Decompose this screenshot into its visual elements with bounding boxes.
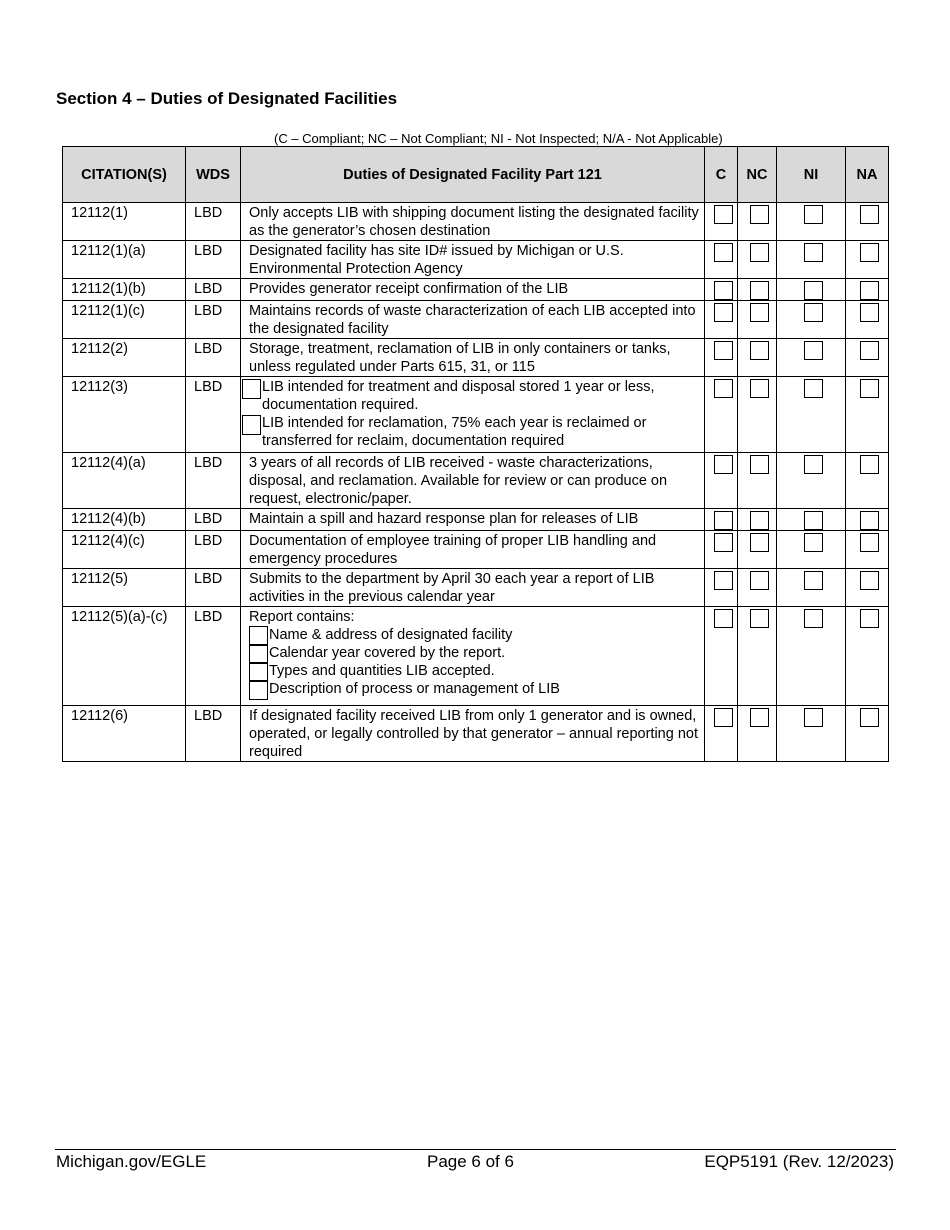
nc-cell xyxy=(738,509,777,531)
table-row xyxy=(63,301,889,339)
wds-cell: LBD xyxy=(186,453,241,509)
ni-checkbox[interactable] xyxy=(804,708,823,727)
duty-option xyxy=(242,414,700,450)
c-checkbox[interactable] xyxy=(714,511,733,530)
c-cell xyxy=(705,339,738,377)
ni-cell xyxy=(777,706,846,762)
duty-cell xyxy=(241,377,705,453)
ni-checkbox[interactable] xyxy=(804,341,823,360)
table-row xyxy=(63,203,889,241)
ni-cell xyxy=(777,279,846,301)
report-item-text: Name & address of designated facility xyxy=(269,627,513,643)
duty-cell xyxy=(241,301,705,339)
duty-cell xyxy=(241,569,705,607)
c-cell xyxy=(705,301,738,339)
ni-cell xyxy=(777,607,846,706)
nc-checkbox[interactable] xyxy=(750,533,769,552)
header-ni: NI xyxy=(777,147,846,203)
nc-cell xyxy=(738,453,777,509)
report-item-checkbox[interactable] xyxy=(249,644,268,664)
nc-checkbox[interactable] xyxy=(750,511,769,530)
report-item-checkbox[interactable] xyxy=(249,626,268,646)
c-checkbox[interactable] xyxy=(714,243,733,262)
nc-cell xyxy=(738,301,777,339)
ni-cell xyxy=(777,377,846,453)
citation-cell: 12112(1) xyxy=(63,203,186,241)
nc-checkbox[interactable] xyxy=(750,455,769,474)
c-checkbox[interactable] xyxy=(714,379,733,398)
nc-checkbox[interactable] xyxy=(750,609,769,628)
citation-cell: 12112(1)(b) xyxy=(63,279,186,301)
option-checkbox[interactable] xyxy=(242,415,261,435)
citation-cell: 12112(6) xyxy=(63,706,186,762)
c-cell xyxy=(705,569,738,607)
c-cell xyxy=(705,706,738,762)
nc-cell xyxy=(738,569,777,607)
c-cell xyxy=(705,509,738,531)
ni-checkbox[interactable] xyxy=(804,571,823,590)
nc-checkbox[interactable] xyxy=(750,571,769,590)
na-checkbox[interactable] xyxy=(860,708,879,727)
na-cell xyxy=(846,509,889,531)
wds-cell: LBD xyxy=(186,339,241,377)
duty-cell xyxy=(241,706,705,762)
nc-checkbox[interactable] xyxy=(750,205,769,224)
wds-cell: LBD xyxy=(186,509,241,531)
duty-cell xyxy=(241,509,705,531)
na-checkbox[interactable] xyxy=(860,379,879,398)
table-row xyxy=(63,569,889,607)
nc-cell xyxy=(738,531,777,569)
na-checkbox[interactable] xyxy=(860,303,879,322)
na-cell xyxy=(846,607,889,706)
duty-cell xyxy=(241,453,705,509)
duty-text: 3 years of all records of LIB received - waste characterizations, disposal, and reclamation. Available for review or can produce on request, electronic/paper. xyxy=(249,455,668,507)
nc-checkbox[interactable] xyxy=(750,243,769,262)
wds-cell: LBD xyxy=(186,301,241,339)
ni-cell xyxy=(777,301,846,339)
nc-checkbox[interactable] xyxy=(750,281,769,300)
c-cell xyxy=(705,531,738,569)
header-wds: WDS xyxy=(186,147,241,203)
ni-cell xyxy=(777,203,846,241)
nc-checkbox[interactable] xyxy=(750,341,769,360)
wds-cell: LBD xyxy=(186,241,241,279)
citation-cell: 12112(4)(b) xyxy=(63,509,186,531)
nc-checkbox[interactable] xyxy=(750,379,769,398)
wds-cell: LBD xyxy=(186,706,241,762)
na-checkbox[interactable] xyxy=(860,511,879,530)
duty-cell xyxy=(241,531,705,569)
duty-text: Submits to the department by April 30 each year a report of LIB activities in the previous calendar year xyxy=(249,571,655,605)
option-checkbox[interactable] xyxy=(242,379,261,399)
duty-option xyxy=(242,378,700,414)
nc-checkbox[interactable] xyxy=(750,708,769,727)
c-cell xyxy=(705,203,738,241)
duty-text: Maintain a spill and hazard response plan for releases of LIB xyxy=(249,511,639,527)
nc-cell xyxy=(738,339,777,377)
wds-cell: LBD xyxy=(186,279,241,301)
header-citation: CITATION(S) xyxy=(63,147,186,203)
ni-cell xyxy=(777,531,846,569)
ni-checkbox[interactable] xyxy=(804,281,823,300)
citation-cell: 12112(5) xyxy=(63,569,186,607)
ni-checkbox[interactable] xyxy=(804,609,823,628)
option-text: LIB intended for treatment and disposal stored 1 year or less, documentation required. xyxy=(262,379,655,413)
duty-cell xyxy=(241,607,705,706)
footer-website: Michigan.gov/EGLE xyxy=(56,1152,207,1171)
na-checkbox[interactable] xyxy=(860,571,879,590)
duty-text: If designated facility received LIB from only 1 generator and is owned, operated, or legally controlled by that generator – annual reporting not required xyxy=(249,708,698,760)
citation-cell: 12112(5)(a)-(c) xyxy=(63,607,186,706)
duty-cell xyxy=(241,339,705,377)
table-row xyxy=(63,279,889,301)
na-cell xyxy=(846,241,889,279)
na-checkbox[interactable] xyxy=(860,455,879,474)
nc-cell xyxy=(738,203,777,241)
c-cell xyxy=(705,607,738,706)
c-checkbox[interactable] xyxy=(714,205,733,224)
na-checkbox[interactable] xyxy=(860,281,879,300)
footer-divider xyxy=(55,1149,896,1150)
citation-cell: 12112(1)(c) xyxy=(63,301,186,339)
ni-checkbox[interactable] xyxy=(804,303,823,322)
table-row xyxy=(63,453,889,509)
c-checkbox[interactable] xyxy=(714,571,733,590)
c-checkbox[interactable] xyxy=(714,609,733,628)
report-item-text: Calendar year covered by the report. xyxy=(269,645,506,661)
ni-checkbox[interactable] xyxy=(804,511,823,530)
nc-cell xyxy=(738,706,777,762)
report-item xyxy=(249,644,700,662)
nc-checkbox[interactable] xyxy=(750,303,769,322)
table-row xyxy=(63,339,889,377)
report-item xyxy=(249,626,700,644)
c-checkbox[interactable] xyxy=(714,708,733,727)
nc-cell xyxy=(738,241,777,279)
ni-cell xyxy=(777,241,846,279)
footer-form-id: EQP5191 (Rev. 12/2023) xyxy=(704,1152,894,1171)
table-row xyxy=(63,706,889,762)
duty-text: Documentation of employee training of proper LIB handling and emergency procedures xyxy=(249,533,657,567)
nc-cell xyxy=(738,607,777,706)
na-cell xyxy=(846,377,889,453)
report-item-text: Description of process or management of LIB xyxy=(269,681,560,697)
ni-cell xyxy=(777,569,846,607)
nc-cell xyxy=(738,279,777,301)
wds-cell: LBD xyxy=(186,607,241,706)
header-na: NA xyxy=(846,147,889,203)
header-duty: Duties of Designated Facility Part 121 xyxy=(241,147,705,203)
wds-cell: LBD xyxy=(186,203,241,241)
na-cell xyxy=(846,279,889,301)
report-item-text: Types and quantities LIB accepted. xyxy=(269,663,495,679)
ni-checkbox[interactable] xyxy=(804,205,823,224)
duty-text: Provides generator receipt confirmation of the LIB xyxy=(249,281,569,297)
option-text: LIB intended for reclamation, 75% each year is reclaimed or transferred for reclaim, documentation required xyxy=(262,415,647,449)
report-item xyxy=(249,662,700,680)
citation-cell: 12112(3) xyxy=(63,377,186,453)
na-checkbox[interactable] xyxy=(860,341,879,360)
citation-cell: 12112(1)(a) xyxy=(63,241,186,279)
na-cell xyxy=(846,453,889,509)
wds-cell: LBD xyxy=(186,569,241,607)
c-checkbox[interactable] xyxy=(714,341,733,360)
c-cell xyxy=(705,279,738,301)
wds-cell: LBD xyxy=(186,377,241,453)
na-checkbox[interactable] xyxy=(860,609,879,628)
na-checkbox[interactable] xyxy=(860,243,879,262)
table-row xyxy=(63,531,889,569)
ni-checkbox[interactable] xyxy=(804,379,823,398)
na-cell xyxy=(846,531,889,569)
wds-cell: LBD xyxy=(186,531,241,569)
report-item-checkbox[interactable] xyxy=(249,662,268,682)
section-title: Section 4 – Duties of Designated Facilities xyxy=(56,89,398,108)
ni-cell xyxy=(777,509,846,531)
citation-cell: 12112(4)(a) xyxy=(63,453,186,509)
c-checkbox[interactable] xyxy=(714,281,733,300)
ni-cell xyxy=(777,339,846,377)
duty-cell xyxy=(241,279,705,301)
na-cell xyxy=(846,301,889,339)
c-cell xyxy=(705,453,738,509)
duty-text: Maintains records of waste characterization of each LIB accepted into the designated facility xyxy=(249,303,696,337)
report-item-checkbox[interactable] xyxy=(249,680,268,700)
na-cell xyxy=(846,203,889,241)
duty-cell xyxy=(241,203,705,241)
na-checkbox[interactable] xyxy=(860,205,879,224)
na-checkbox[interactable] xyxy=(860,533,879,552)
c-cell xyxy=(705,377,738,453)
ni-checkbox[interactable] xyxy=(804,455,823,474)
header-c: C xyxy=(705,147,738,203)
duty-text: Report contains: xyxy=(249,609,355,625)
c-checkbox[interactable] xyxy=(714,303,733,322)
ni-checkbox[interactable] xyxy=(804,533,823,552)
ni-checkbox[interactable] xyxy=(804,243,823,262)
duty-text: Designated facility has site ID# issued by Michigan or U.S. Environmental Protection Agency xyxy=(249,243,624,277)
header-nc: NC xyxy=(738,147,777,203)
table-row xyxy=(63,241,889,279)
table-row xyxy=(63,607,889,706)
duty-text: Only accepts LIB with shipping document listing the designated facility as the generator’s chosen destination xyxy=(249,205,699,239)
na-cell xyxy=(846,706,889,762)
c-cell xyxy=(705,241,738,279)
nc-cell xyxy=(738,377,777,453)
c-checkbox[interactable] xyxy=(714,533,733,552)
report-item xyxy=(249,680,700,698)
na-cell xyxy=(846,339,889,377)
duties-table xyxy=(62,146,889,762)
table-header-row xyxy=(63,147,889,203)
footer-page-number: Page 6 of 6 xyxy=(427,1152,514,1171)
duty-cell xyxy=(241,241,705,279)
citation-cell: 12112(4)(c) xyxy=(63,531,186,569)
compliance-legend: (C – Compliant; NC – Not Compliant; NI - Not Inspected; N/A - Not Applicable) xyxy=(274,131,723,146)
duty-text: Storage, treatment, reclamation of LIB in only containers or tanks, unless regulated under Parts 615, 31, or 115 xyxy=(249,341,671,375)
c-checkbox[interactable] xyxy=(714,455,733,474)
citation-cell: 12112(2) xyxy=(63,339,186,377)
na-cell xyxy=(846,569,889,607)
table-row xyxy=(63,509,889,531)
table-row xyxy=(63,377,889,453)
ni-cell xyxy=(777,453,846,509)
